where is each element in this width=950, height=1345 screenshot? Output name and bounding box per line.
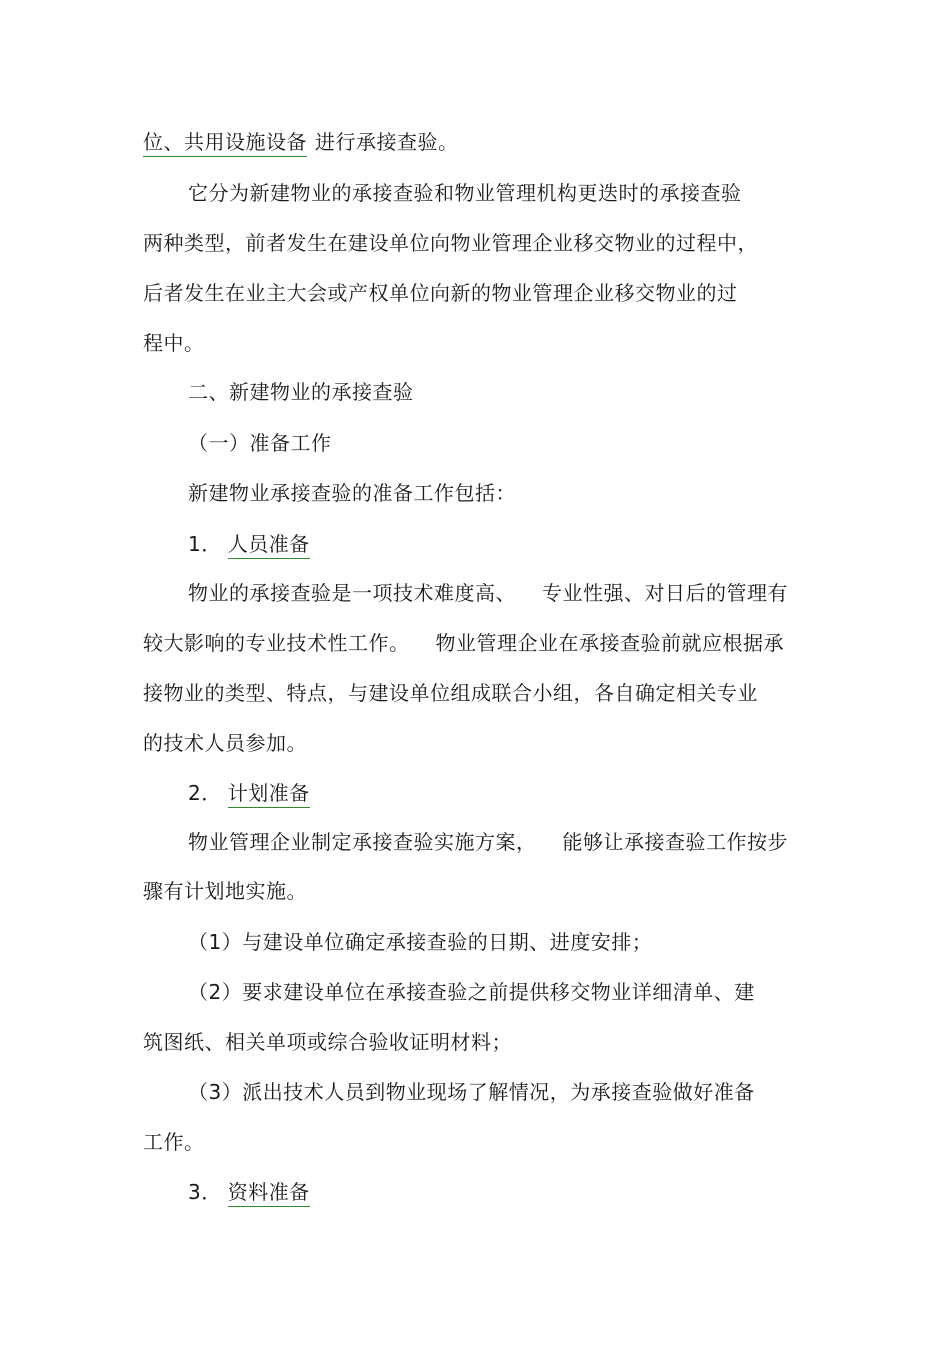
item-heading	[188, 532, 310, 556]
item-heading	[188, 1180, 310, 1204]
text-line: 它分为新建物业的承接查验和物业管理机构更迭时的承接查验	[188, 181, 742, 205]
text-line: 程中。	[143, 331, 205, 355]
item-title: 资料准备	[228, 1180, 310, 1207]
text-segment: 专业性强、对日后的管理有	[542, 581, 788, 605]
text-line: 后者发生在业主大会或产权单位向新的物业管理企业移交物业的过	[143, 281, 738, 305]
item-title: 计划准备	[228, 781, 310, 808]
text-line	[143, 631, 784, 655]
text-line: 的技术人员参加。	[143, 731, 307, 755]
text-segment: 进行承接查验。	[315, 130, 459, 154]
item-number: 3．	[188, 1180, 222, 1204]
list-item: （1）与建设单位确定承接查验的日期、进度安排；	[188, 930, 653, 954]
text-line	[188, 830, 788, 854]
text-line: 筑图纸、相关单项或综合验收证明材料；	[143, 1030, 512, 1054]
list-item: （2）要求建设单位在承接查验之前提供移交物业详细清单、建	[188, 980, 755, 1004]
underlined-term: 位、共用设施设备	[143, 130, 307, 157]
subsection-heading: （一）准备工作	[188, 431, 332, 455]
text-line: 新建物业承接查验的准备工作包括：	[188, 481, 516, 505]
text-segment: 物业管理企业制定承接查验实施方案，	[188, 830, 537, 854]
text-line	[188, 581, 788, 605]
text-line: 骤有计划地实施。	[143, 879, 307, 903]
list-item: （3）派出技术人员到物业现场了解情况，为承接查验做好准备	[188, 1080, 755, 1104]
text-segment: 物业的承接查验是一项技术难度高、	[188, 581, 516, 605]
text-line: 两种类型，前者发生在建设单位向物业管理企业移交物业的过程中，	[143, 231, 758, 255]
text-segment: 较大影响的专业技术性工作。	[143, 631, 410, 655]
item-number: 1．	[188, 532, 222, 556]
text-segment: 物业管理企业在承接查验前就应根据承	[435, 631, 784, 655]
item-heading	[188, 781, 310, 805]
text-line	[143, 130, 459, 154]
section-heading: 二、新建物业的承接查验	[188, 380, 414, 404]
item-number: 2．	[188, 781, 222, 805]
item-title: 人员准备	[228, 532, 310, 559]
text-line: 工作。	[143, 1130, 205, 1154]
text-segment: 能够让承接查验工作按步	[562, 830, 788, 854]
text-line: 接物业的类型、特点，与建设单位组成联合小组，各自确定相关专业	[143, 681, 758, 705]
